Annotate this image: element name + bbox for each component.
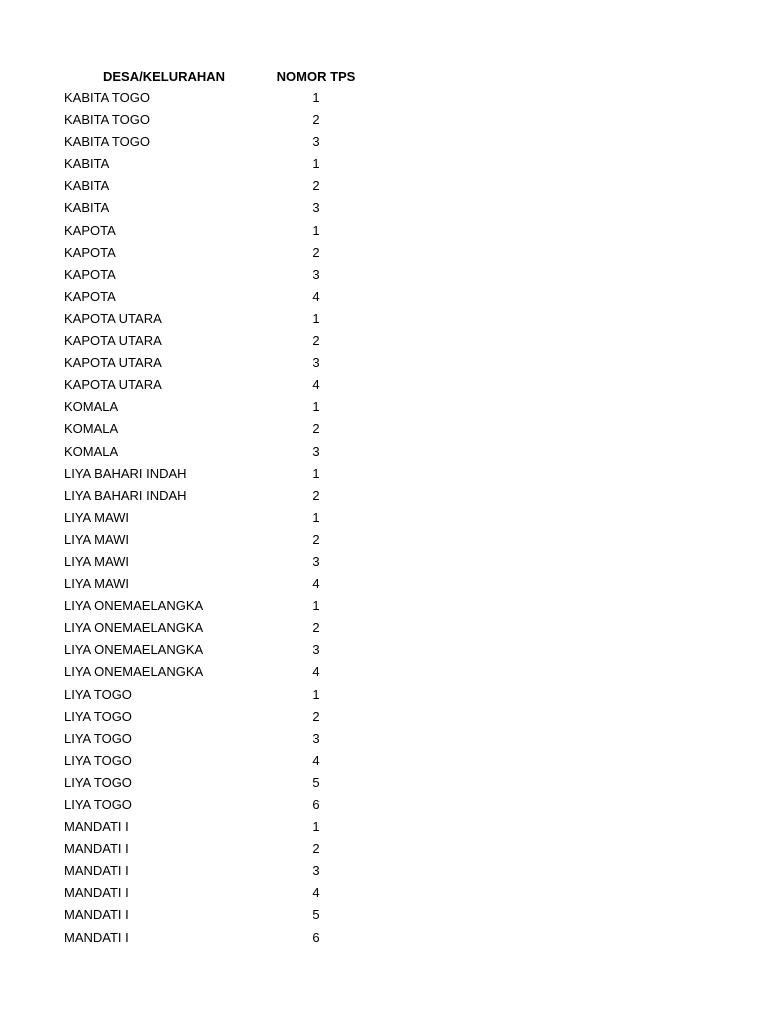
cell-nomor-tps: 4 bbox=[312, 377, 320, 393]
table-row bbox=[0, 728, 768, 750]
cell-desa-kelurahan: KAPOTA UTARA bbox=[64, 333, 162, 349]
cell-nomor-tps: 3 bbox=[312, 863, 320, 879]
table-row bbox=[0, 352, 768, 374]
cell-nomor-tps: 5 bbox=[312, 907, 320, 923]
cell-desa-kelurahan: LIYA MAWI bbox=[64, 576, 130, 592]
cell-nomor-tps: 4 bbox=[312, 288, 320, 304]
cell-nomor-tps: 4 bbox=[312, 664, 320, 680]
cell-nomor-tps: 5 bbox=[312, 774, 320, 790]
cell-desa-kelurahan: LIYA ONEMAELANGKA bbox=[64, 642, 204, 658]
header-desa-kelurahan: DESA/KELURAHAN bbox=[102, 69, 226, 84]
cell-desa-kelurahan: MANDATI I bbox=[64, 819, 129, 835]
cell-desa-kelurahan: MANDATI I bbox=[64, 929, 129, 945]
cell-desa-kelurahan: LIYA MAWI bbox=[64, 531, 130, 547]
cell-desa-kelurahan: KAPOTA bbox=[64, 266, 116, 282]
cell-nomor-tps: 3 bbox=[312, 443, 320, 459]
cell-nomor-tps: 6 bbox=[312, 929, 320, 945]
cell-nomor-tps: 1 bbox=[312, 598, 320, 614]
cell-nomor-tps: 2 bbox=[312, 531, 320, 547]
table-row bbox=[0, 507, 768, 529]
cell-desa-kelurahan: KAPOTA bbox=[64, 288, 116, 304]
table-row bbox=[0, 882, 768, 904]
cell-nomor-tps: 1 bbox=[312, 156, 320, 172]
cell-nomor-tps: 1 bbox=[312, 686, 320, 702]
cell-nomor-tps: 1 bbox=[312, 310, 320, 326]
table-row bbox=[0, 308, 768, 330]
table-body bbox=[0, 87, 768, 949]
cell-desa-kelurahan: KAPOTA UTARA bbox=[64, 355, 162, 371]
cell-desa-kelurahan: KABITA TOGO bbox=[64, 134, 150, 150]
table-row bbox=[0, 617, 768, 639]
table-row bbox=[0, 197, 768, 219]
table-row bbox=[0, 772, 768, 794]
cell-nomor-tps: 3 bbox=[312, 730, 320, 746]
cell-nomor-tps: 2 bbox=[312, 708, 320, 724]
cell-desa-kelurahan: KABITA TOGO bbox=[64, 112, 150, 128]
cell-desa-kelurahan: KABITA TOGO bbox=[64, 90, 150, 105]
cell-desa-kelurahan: KABITA bbox=[64, 156, 110, 172]
cell-nomor-tps: 2 bbox=[312, 620, 320, 636]
cell-desa-kelurahan: LIYA ONEMAELANGKA bbox=[64, 620, 204, 636]
table-row bbox=[0, 750, 768, 772]
table-row bbox=[0, 330, 768, 352]
table-row bbox=[0, 551, 768, 573]
cell-desa-kelurahan: KAPOTA bbox=[64, 244, 116, 260]
cell-desa-kelurahan: LIYA BAHARI INDAH bbox=[64, 487, 187, 503]
cell-desa-kelurahan: LIYA TOGO bbox=[64, 730, 132, 746]
cell-nomor-tps: 2 bbox=[312, 244, 320, 260]
table-row bbox=[0, 242, 768, 264]
cell-nomor-tps: 4 bbox=[312, 752, 320, 768]
cell-nomor-tps: 6 bbox=[312, 797, 320, 812]
table-row bbox=[0, 286, 768, 308]
table-row bbox=[0, 927, 768, 949]
table-row bbox=[0, 441, 768, 463]
cell-nomor-tps: 3 bbox=[312, 553, 320, 569]
table-row bbox=[0, 175, 768, 197]
table-row bbox=[0, 374, 768, 396]
table-row bbox=[0, 860, 768, 882]
cell-nomor-tps: 2 bbox=[312, 333, 320, 349]
cell-nomor-tps: 3 bbox=[312, 266, 320, 282]
table-row bbox=[0, 661, 768, 683]
cell-nomor-tps: 4 bbox=[312, 576, 320, 592]
cell-desa-kelurahan: KOMALA bbox=[64, 399, 119, 415]
table-row bbox=[0, 816, 768, 838]
table-row bbox=[0, 573, 768, 595]
table-row bbox=[0, 131, 768, 153]
cell-nomor-tps: 1 bbox=[312, 399, 320, 415]
cell-desa-kelurahan: KABITA bbox=[64, 200, 110, 216]
cell-nomor-tps: 2 bbox=[312, 487, 320, 503]
cell-nomor-tps: 2 bbox=[312, 841, 320, 857]
cell-desa-kelurahan: KAPOTA bbox=[64, 222, 116, 238]
table-row bbox=[0, 529, 768, 551]
cell-desa-kelurahan: LIYA TOGO bbox=[64, 774, 132, 790]
cell-desa-kelurahan: LIYA MAWI bbox=[64, 509, 130, 525]
cell-desa-kelurahan: LIYA TOGO bbox=[64, 708, 132, 724]
cell-desa-kelurahan: MANDATI I bbox=[64, 907, 129, 923]
cell-desa-kelurahan: LIYA ONEMAELANGKA bbox=[64, 598, 204, 614]
table-row bbox=[0, 109, 768, 131]
cell-desa-kelurahan: LIYA TOGO bbox=[64, 752, 132, 768]
cell-nomor-tps: 3 bbox=[312, 642, 320, 658]
table-row bbox=[0, 485, 768, 507]
table-row bbox=[0, 639, 768, 661]
table-row bbox=[0, 87, 768, 109]
cell-desa-kelurahan: LIYA BAHARI INDAH bbox=[64, 465, 187, 481]
cell-desa-kelurahan: KAPOTA UTARA bbox=[64, 310, 162, 326]
cell-nomor-tps: 2 bbox=[312, 421, 320, 437]
cell-nomor-tps: 1 bbox=[312, 90, 320, 105]
table-row bbox=[0, 904, 768, 926]
table-row bbox=[0, 418, 768, 440]
cell-nomor-tps: 3 bbox=[312, 134, 320, 150]
table-row bbox=[0, 264, 768, 286]
table-header bbox=[0, 66, 768, 87]
cell-desa-kelurahan: MANDATI I bbox=[64, 863, 129, 879]
cell-nomor-tps: 2 bbox=[312, 112, 320, 128]
table-row bbox=[0, 838, 768, 860]
cell-desa-kelurahan: KAPOTA UTARA bbox=[64, 377, 162, 393]
table-row bbox=[0, 153, 768, 175]
table-row bbox=[0, 706, 768, 728]
table-row bbox=[0, 220, 768, 242]
cell-nomor-tps: 1 bbox=[312, 509, 320, 525]
cell-desa-kelurahan: MANDATI I bbox=[64, 841, 129, 857]
cell-desa-kelurahan: KABITA bbox=[64, 178, 110, 194]
cell-nomor-tps: 1 bbox=[312, 465, 320, 481]
cell-desa-kelurahan: MANDATI I bbox=[64, 885, 129, 901]
cell-nomor-tps: 3 bbox=[312, 355, 320, 371]
table-row bbox=[0, 396, 768, 418]
table-row bbox=[0, 595, 768, 617]
header-nomor-tps: NOMOR TPS bbox=[276, 69, 356, 84]
cell-nomor-tps: 4 bbox=[312, 885, 320, 901]
cell-nomor-tps: 2 bbox=[312, 178, 320, 194]
table-row bbox=[0, 684, 768, 706]
tps-table bbox=[0, 66, 768, 949]
cell-desa-kelurahan: KOMALA bbox=[64, 443, 119, 459]
table-row bbox=[0, 794, 768, 816]
cell-nomor-tps: 1 bbox=[312, 819, 320, 835]
cell-desa-kelurahan: LIYA TOGO bbox=[64, 797, 132, 812]
cell-nomor-tps: 3 bbox=[312, 200, 320, 216]
table-row bbox=[0, 463, 768, 485]
cell-nomor-tps: 1 bbox=[312, 222, 320, 238]
cell-desa-kelurahan: LIYA ONEMAELANGKA bbox=[64, 664, 204, 680]
cell-desa-kelurahan: LIYA MAWI bbox=[64, 553, 130, 569]
cell-desa-kelurahan: LIYA TOGO bbox=[64, 686, 132, 702]
cell-desa-kelurahan: KOMALA bbox=[64, 421, 119, 437]
